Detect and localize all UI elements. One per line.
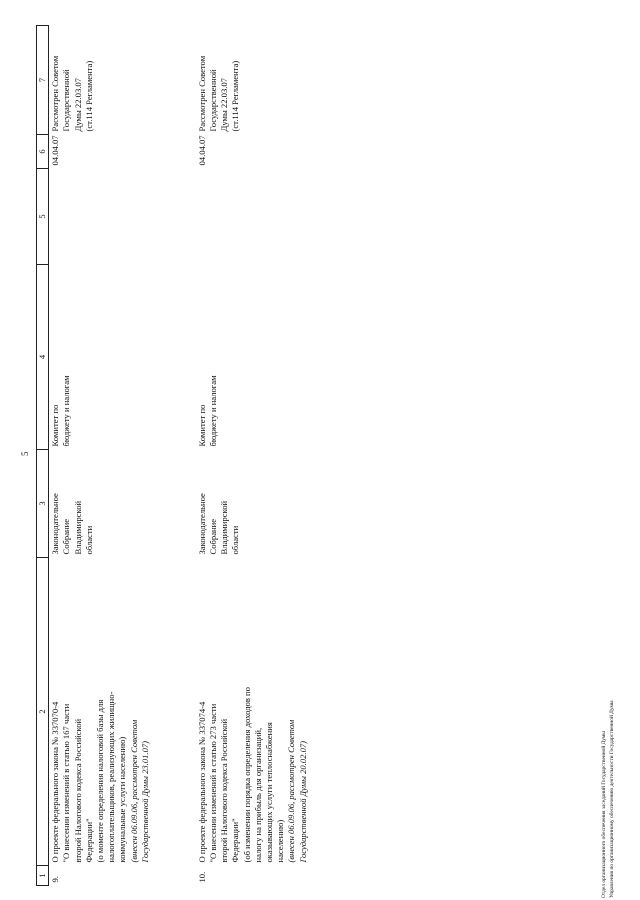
column-header: 4 (37, 265, 49, 450)
bill-title-line: второй Налогового кодекса Российской (72, 718, 83, 863)
column-header: 5 (37, 169, 49, 265)
bill-title-line: "О внесении изменений в статью 273 части (207, 703, 218, 863)
bill-note-line: (внесен 06.09.06, рассмотрен Советом (128, 719, 139, 863)
bill-title-line: оказывающих услуги теплоснабжения (263, 722, 274, 863)
initiator-line: Владимирской (219, 500, 230, 555)
bill-note-line: Государственной Думы 23.01.07) (139, 740, 150, 863)
status-line: (ст.114 Регламента) (83, 60, 94, 132)
row-number: 10. (196, 871, 207, 883)
bill-title-line: (о моменте определения налоговой базы для (95, 699, 106, 863)
initiator-line: Собрание (207, 518, 218, 555)
bill-title-line: второй Налогового кодекса Российской (219, 718, 230, 863)
page-number: 5 (20, 451, 30, 456)
committee-line: Комитет по (196, 404, 207, 447)
committee-line: бюджету и налогам (61, 375, 72, 447)
bill-title-cell (49, 558, 196, 866)
status-cell (49, 26, 196, 135)
footer-line: Отдел организационного обеспечения заседаний Государственной Думы (601, 731, 607, 898)
status-cell (196, 26, 315, 135)
status-line: Рассмотрен Советом (196, 55, 207, 132)
column-header: 7 (37, 26, 49, 135)
footer-line: Управления по организационному обеспечению деятельности Государственной Думы (609, 700, 615, 898)
column-5-cell (196, 169, 315, 265)
column-5-cell (49, 169, 196, 265)
column-header: 6 (37, 135, 49, 169)
committee-line: Комитет по (50, 404, 61, 447)
committee-cell (49, 265, 196, 450)
initiator-line: области (230, 525, 241, 555)
row-number: 9. (50, 876, 61, 883)
bill-title-line: Федерации" (83, 818, 94, 863)
date-cell: 04.04.07 (50, 135, 61, 166)
table-row (196, 26, 315, 886)
initiator-line: Владимирской (72, 500, 83, 555)
initiator-cell (196, 450, 315, 558)
initiator-line: Законодательное (50, 493, 61, 555)
bill-note-line: (внесен 06.09.06, рассмотрен Советом (286, 719, 297, 863)
status-line: Государственной (61, 69, 72, 132)
bill-title-line: налогоплательщиков, реализующих жилищно- (106, 691, 117, 863)
status-line: Думы 22.03.07 (72, 78, 83, 132)
bill-title-cell (196, 558, 315, 866)
initiator-cell (49, 450, 196, 558)
bill-title-line: налогу на прибыль для организаций, (252, 727, 263, 863)
footer-department (600, 700, 616, 898)
status-line: Думы 22.03.07 (219, 78, 230, 132)
table-header-row (37, 26, 49, 886)
column-header: 2 (37, 558, 49, 866)
status-line: Государственной (207, 69, 218, 132)
bill-title-line: О проекте федерального закона № 337070-4 (50, 701, 61, 863)
initiator-line: Законодательное (196, 493, 207, 555)
column-header: 1 (37, 866, 49, 886)
bill-title-line: коммунальные услуги населению) (117, 736, 128, 863)
bill-title-line: (об изменении порядка определения доходов по (241, 687, 252, 863)
date-cell: 04.04.07 (196, 135, 207, 166)
initiator-line: Собрание (61, 518, 72, 555)
bill-note-line: Государственной Думы 20.02.07) (297, 740, 308, 863)
bill-title-line: населению) (275, 819, 286, 863)
status-line: (ст.114 Регламента) (230, 60, 241, 132)
bill-title-line: Федерации" (230, 818, 241, 863)
status-line: Рассмотрен Советом (50, 55, 61, 132)
bill-title-line: О проекте федерального закона № 337074-4 (196, 701, 207, 863)
column-header: 3 (37, 450, 49, 558)
initiator-line: области (83, 525, 94, 555)
table-row (49, 26, 196, 886)
committee-line: бюджету и налогам (207, 375, 218, 447)
bills-table (36, 25, 315, 886)
committee-cell (196, 265, 315, 450)
bill-title-line: "О внесении изменений в статью 167 части (61, 703, 72, 863)
